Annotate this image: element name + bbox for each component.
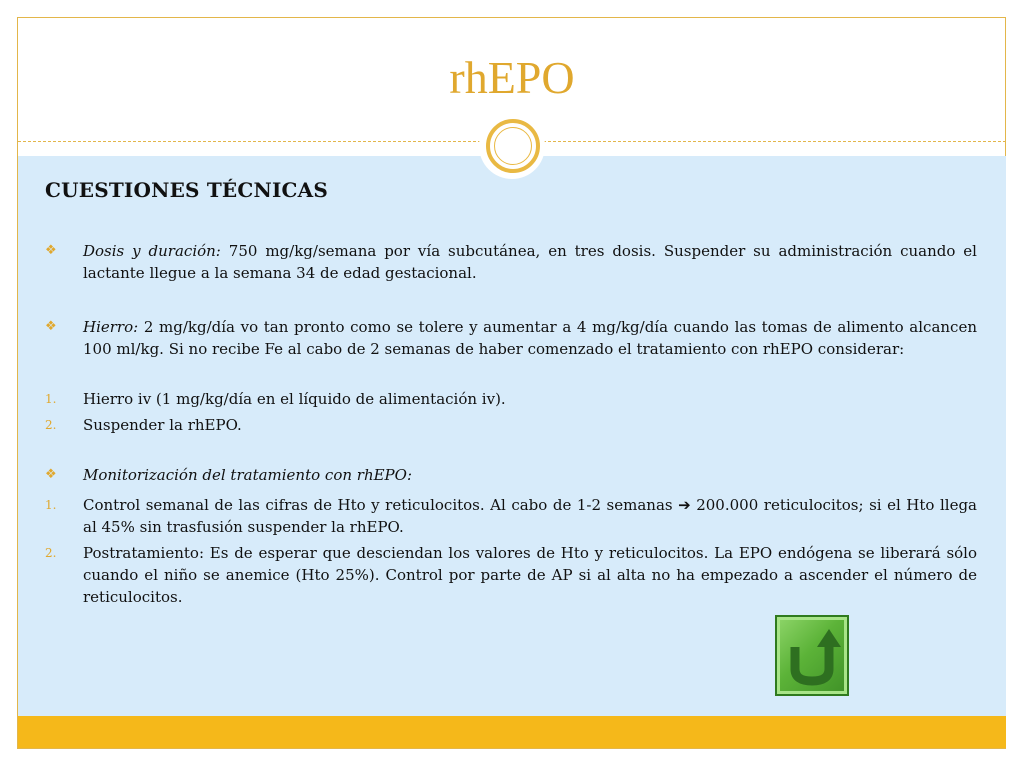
list-item-text (83, 316, 977, 360)
list-number: 2. (45, 546, 57, 560)
list-item-body: 2 mg/kg/día vo tan pronto como se tolere y aumentar a 4 mg/kg/día cuando las tomas de alimento alcancen 100 ml/kg. Si no recibe Fe al cabo de 2 semanas de haber comenzado el tratamiento con rhEPO considerar: (83, 318, 977, 358)
list-item-text (83, 240, 977, 284)
list-item-text: Control semanal de las cifras de Hto y reticulocitos. Al cabo de 1-2 semanas ➔ 200.000 reticulocitos; si el Hto llega al 45% sin trasfusión suspender la rhEPO. (83, 496, 977, 536)
back-button[interactable] (775, 615, 849, 696)
list-item-text (83, 464, 977, 486)
list-item-body: 750 mg/kg/semana por vía subcutánea, en tres dosis. Suspender su administración cuando el lactante llegue a la semana 34 de edad gestacional. (83, 242, 977, 282)
slide-title: rhEPO (449, 52, 575, 103)
list-number: 2. (45, 418, 57, 432)
list-item-text: Hierro iv (1 mg/kg/día en el líquido de alimentación iv). (83, 390, 506, 408)
section-heading: CUESTIONES TÉCNICAS (45, 178, 328, 202)
list-item-label: Hierro: (83, 318, 139, 336)
list-item-text: Suspender la rhEPO. (83, 416, 242, 434)
u-turn-arrow-icon (783, 625, 841, 687)
diamond-bullet-icon: ❖ (45, 319, 57, 334)
list-number: 1. (45, 498, 57, 512)
ring-inner (494, 127, 532, 165)
list-item-label: Dosis y duración: (83, 242, 221, 260)
list-item-label: Monitorización del tratamiento con rhEPO: (83, 466, 413, 484)
list-number: 1. (45, 392, 57, 406)
diamond-bullet-icon: ❖ (45, 243, 57, 258)
bottom-bar (18, 716, 1006, 748)
diamond-bullet-icon: ❖ (45, 467, 57, 482)
list-item-text: Postratamiento: Es de esperar que desciendan los valores de Hto y reticulocitos. La EPO endógena se liberará sólo cuando el niño se anemice (Hto 25%). Control por parte de AP si al alta no ha empezado a ascender el número de reticulocitos. (83, 544, 977, 606)
ring-icon (486, 119, 540, 173)
